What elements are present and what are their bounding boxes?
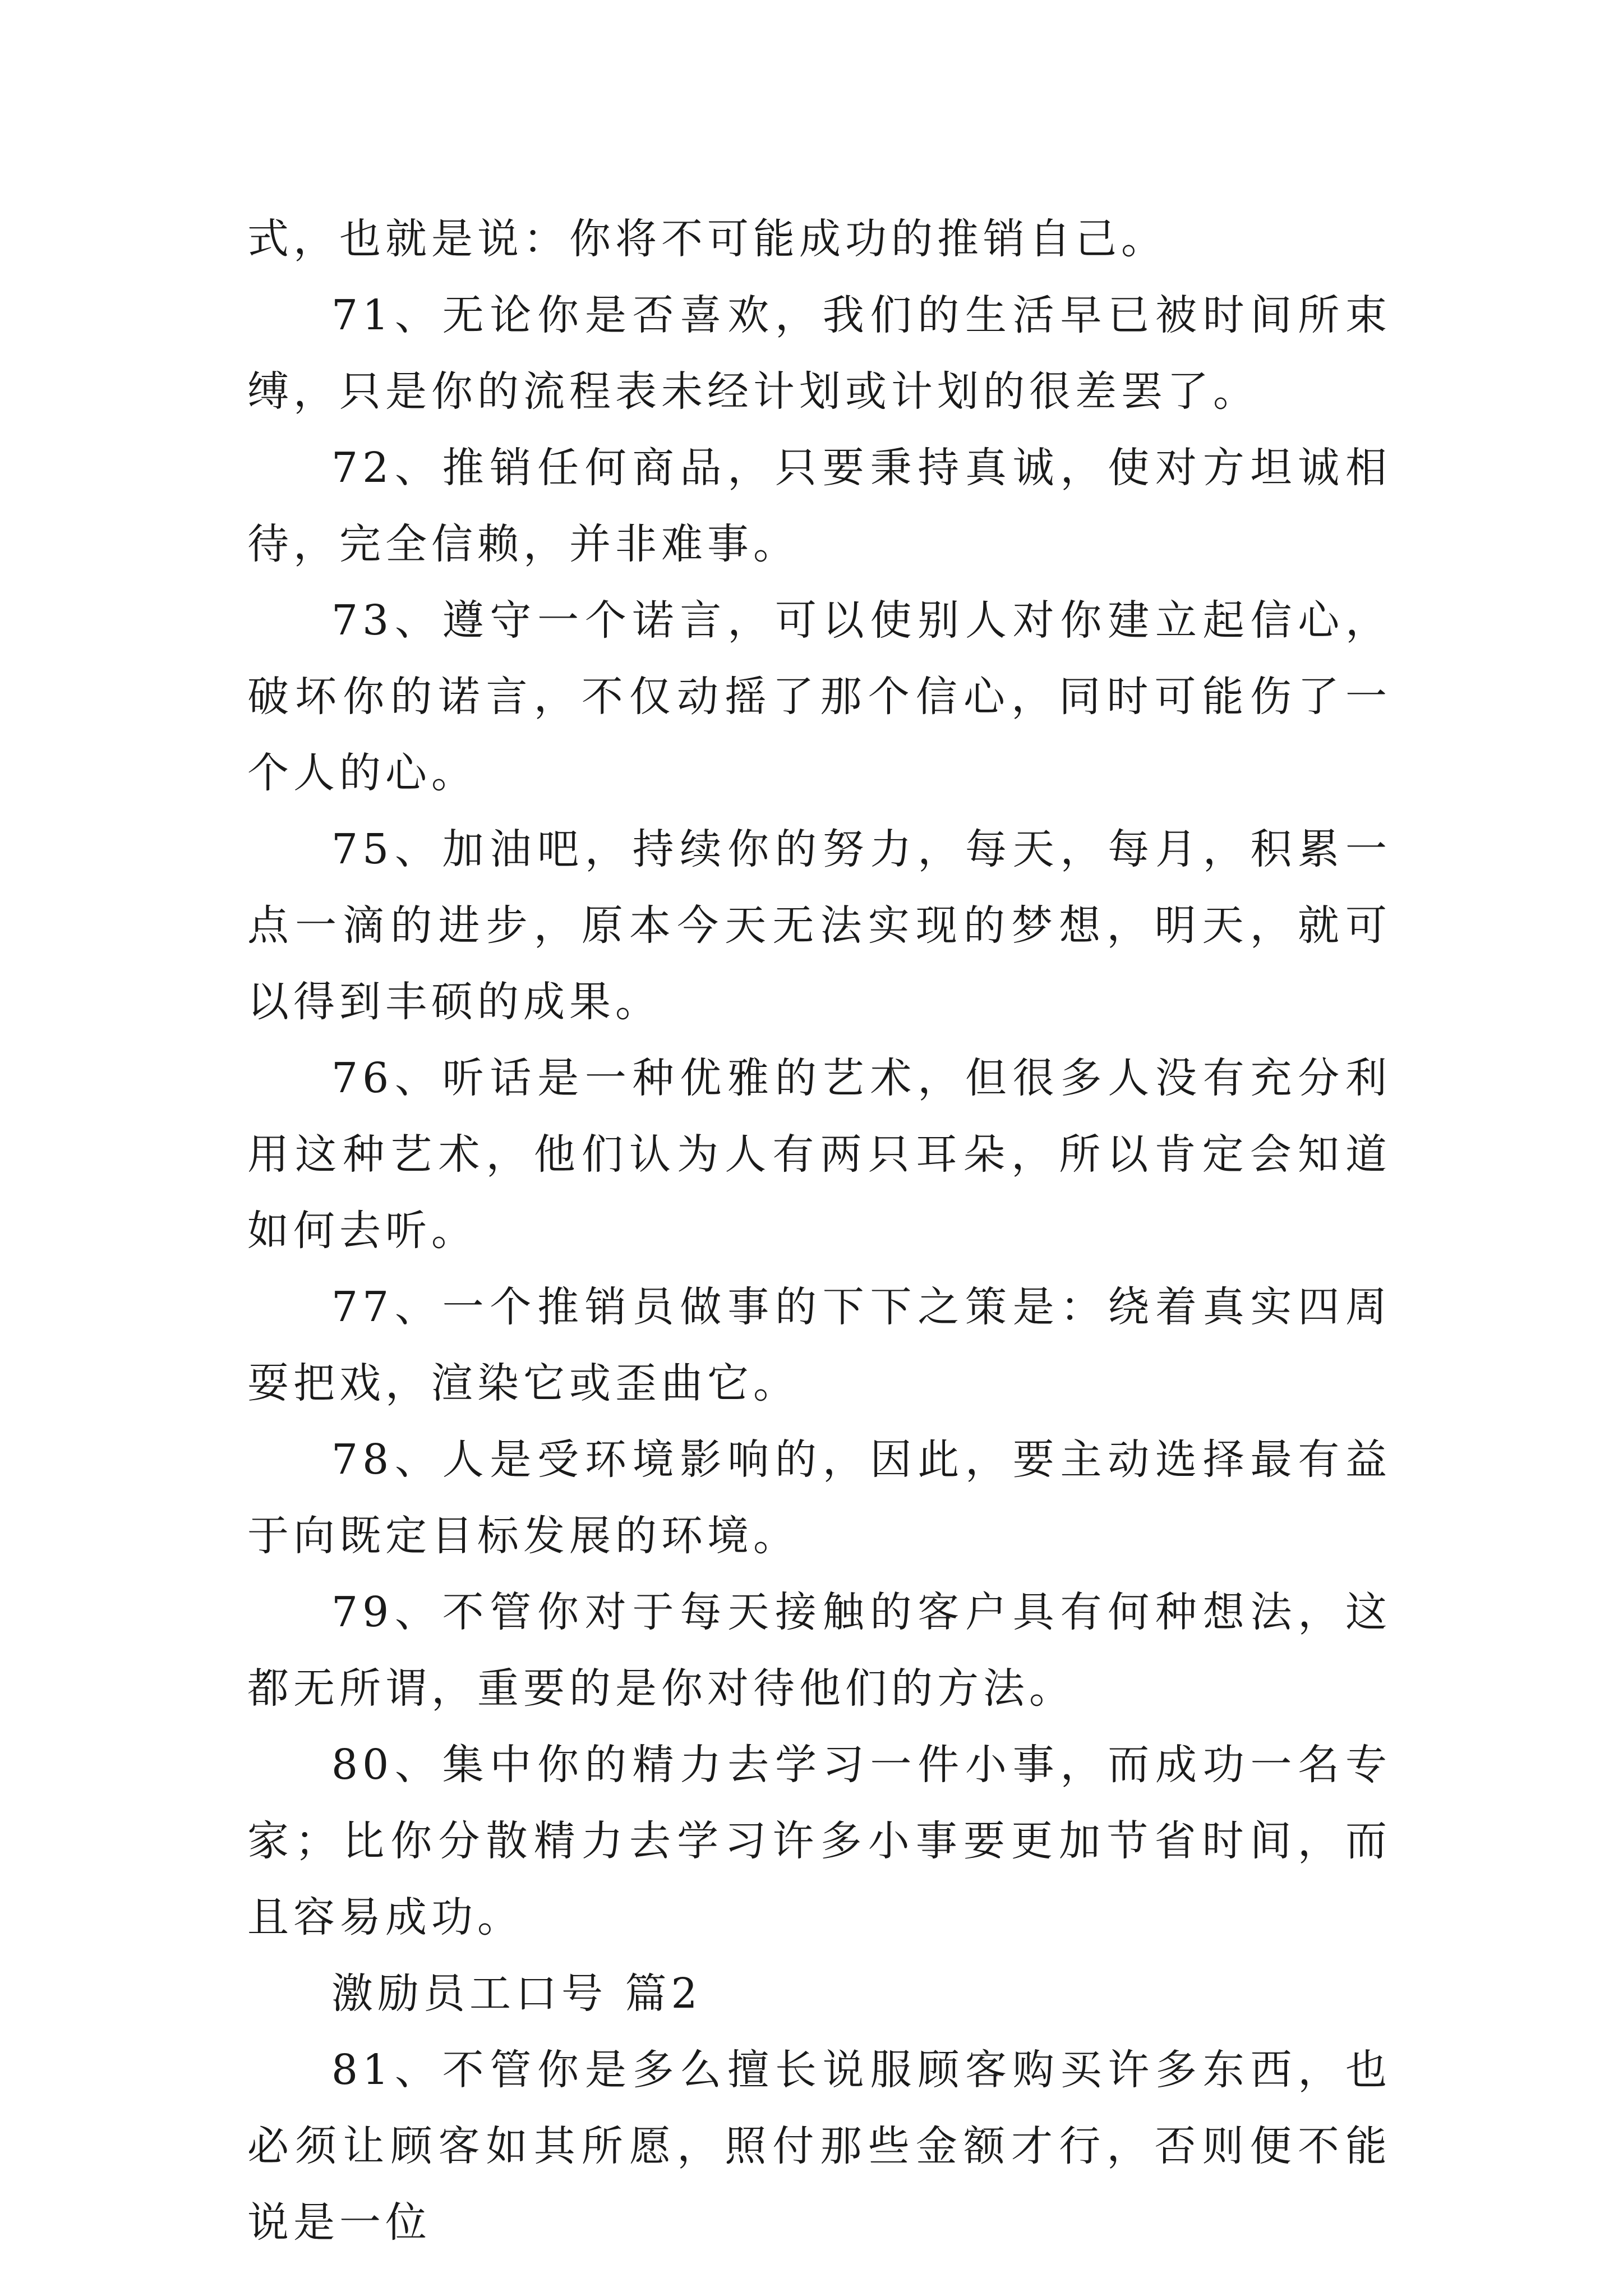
section-heading: 激励员工口号 篇2	[331, 1970, 702, 2018]
paragraph-76: 76、听话是一种优雅的艺术，但很多人没有充分利用这种艺术，他们认为人有两只耳朵，所以肯定会知道如何去听。	[247, 1054, 1391, 1255]
document-body	[247, 201, 1391, 2261]
paragraph-81: 81、不管你是多么擅长说服顾客购买许多东西，也必须让顾客如其所愿，照付那些金额才行，否则便不能说是一位	[247, 2046, 1391, 2247]
paragraph-78: 78、人是受环境影响的，因此，要主动选择最有益于向既定目标发展的环境。	[247, 1435, 1391, 1560]
paragraph-75: 75、加油吧，持续你的努力，每天，每月，积累一点一滴的进步，原本今天无法实现的梦想，明天，就可以得到丰硕的成果。	[247, 825, 1391, 1026]
paragraph-73: 73、遵守一个诺言，可以使别人对你建立起信心，破坏你的诺言，不仅动摇了那个信心，同时可能伤了一个人的心。	[247, 596, 1391, 797]
paragraph-77: 77、一个推销员做事的下下之策是：绕着真实四周耍把戏，渲染它或歪曲它。	[247, 1283, 1391, 1407]
paragraph-79: 79、不管你对于每天接触的客户具有何种想法，这都无所谓，重要的是你对待他们的方法。	[247, 1588, 1391, 1713]
paragraph-71: 71、无论你是否喜欢，我们的生活早已被时间所束缚，只是你的流程表未经计划或计划的很差罢了。	[247, 291, 1391, 416]
paragraph-continued: 式，也就是说：你将不可能成功的推销自己。	[247, 215, 1167, 263]
paragraph-80: 80、集中你的精力去学习一件小事，而成功一名专家；比你分散精力去学习许多小事要更加节省时间，而且容易成功。	[247, 1741, 1391, 1941]
paragraph-72: 72、推销任何商品，只要秉持真诚，使对方坦诚相待，完全信赖，并非难事。	[247, 444, 1391, 568]
